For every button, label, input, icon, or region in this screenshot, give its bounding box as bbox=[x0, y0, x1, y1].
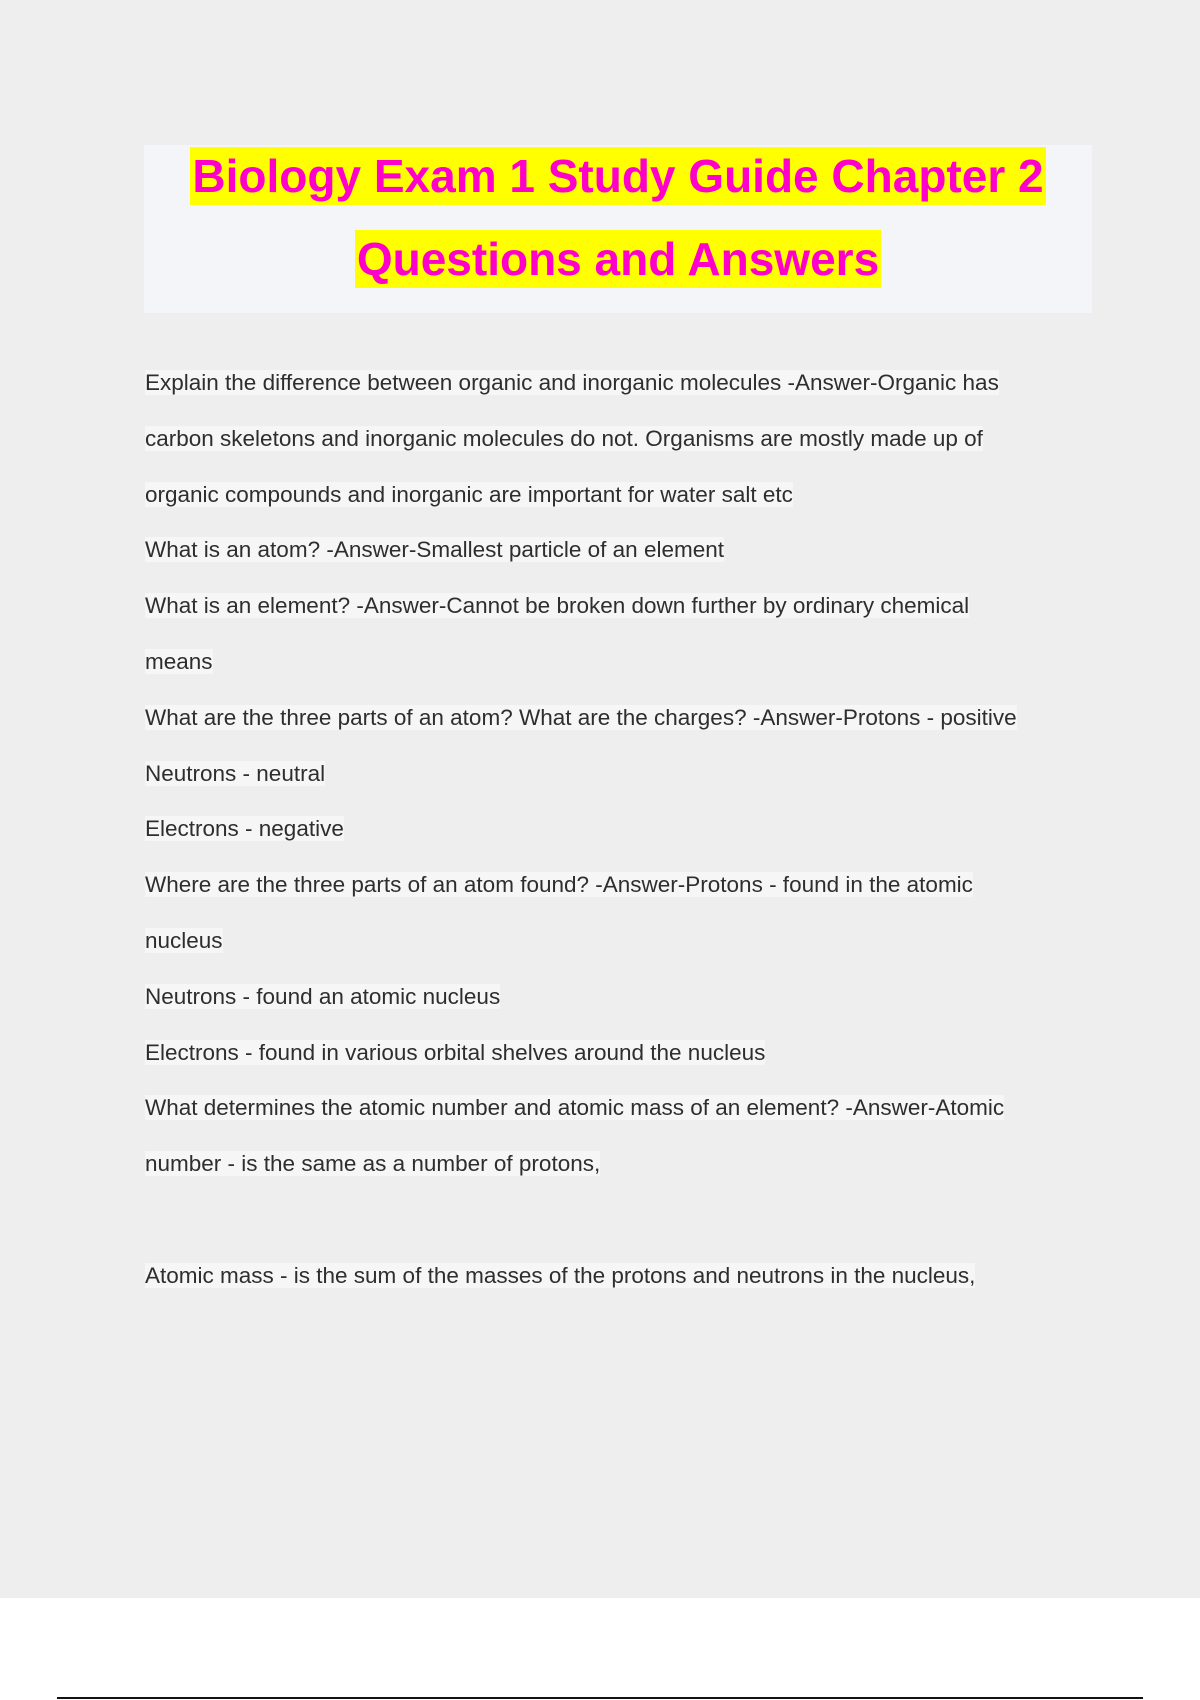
title-row-2 bbox=[144, 230, 1092, 288]
text-line: number - is the same as a number of protons, bbox=[145, 1151, 601, 1177]
text-line: nucleus bbox=[145, 927, 223, 953]
text-line: Explain the difference between organic and inorganic molecules -Answer-Organic has bbox=[145, 370, 999, 395]
text-line: organic compounds and inorganic are important for water salt etc bbox=[145, 481, 793, 507]
document-title-line-2: Questions and Answers bbox=[355, 230, 881, 288]
text-line: Electrons - found in various orbital shelves around the nucleus bbox=[145, 1039, 766, 1065]
footer-divider bbox=[57, 1697, 1143, 1699]
text-line: What are the three parts of an atom? What are the charges? -Answer-Protons - positive bbox=[145, 704, 1017, 730]
title-row-1 bbox=[144, 147, 1092, 205]
text-line: Neutrons - neutral bbox=[145, 760, 326, 786]
text-line: Electrons - negative bbox=[145, 816, 344, 842]
text-line: What is an element? -Answer-Cannot be broken down further by ordinary chemical bbox=[145, 593, 970, 619]
text-line: Neutrons - found an atomic nucleus bbox=[145, 983, 501, 1009]
blank-line bbox=[145, 1192, 1085, 1248]
text-line: carbon skeletons and inorganic molecules do not. Organisms are mostly made up of bbox=[145, 425, 983, 451]
text-line: What is an atom? -Answer-Smallest particle of an element bbox=[145, 537, 724, 563]
document-body bbox=[145, 355, 1085, 1304]
text-line: means bbox=[145, 648, 213, 674]
text-line: What determines the atomic number and atomic mass of an element? -Answer-Atomic bbox=[145, 1095, 1005, 1121]
title-block bbox=[144, 145, 1092, 313]
text-line: Where are the three parts of an atom found? -Answer-Protons - found in the atomic bbox=[145, 872, 973, 898]
document-title-line-1: Biology Exam 1 Study Guide Chapter 2 bbox=[190, 147, 1045, 205]
text-line: Atomic mass - is the sum of the masses of the protons and neutrons in the nucleus, bbox=[145, 1262, 976, 1288]
